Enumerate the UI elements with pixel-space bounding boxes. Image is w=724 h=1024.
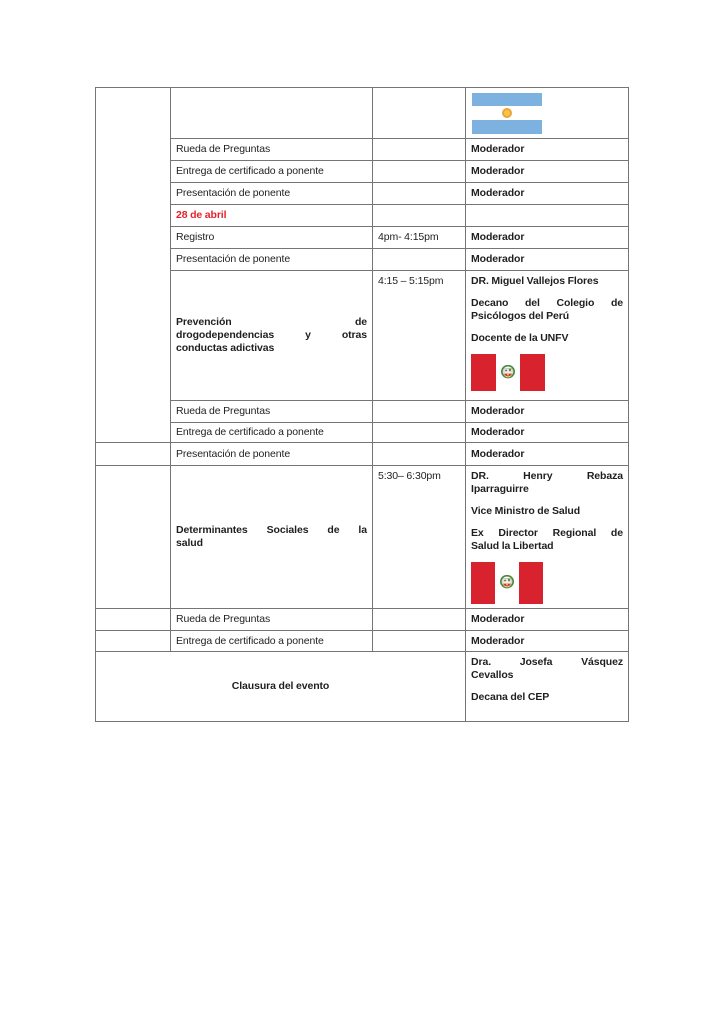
activity-cell: Presentación de ponente [171,183,373,205]
margin-cell [96,443,171,466]
time-cell [373,443,466,466]
speaker-title: Docente de la UNFV [471,332,569,344]
speaker-name: DR. Henry Rebaza Iparraguirre [471,470,623,495]
sun-of-may-icon [502,108,512,118]
activity-cell: Presentación de ponente [171,443,373,466]
table-row [96,249,629,271]
time-cell [373,423,466,443]
flag-stripe [472,93,542,107]
activity-line: Determinantes Sociales de la [176,524,367,536]
table-row [96,443,629,466]
time-cell [373,183,466,205]
table-row [96,401,629,423]
activity-cell: Entrega de certificado a ponente [171,161,373,183]
time-cell [373,161,466,183]
table-row [96,652,629,722]
activity-cell [171,271,373,401]
margin-cell [96,631,171,652]
table-row [96,139,629,161]
table-row [96,631,629,652]
speaker-cell: Moderador [466,401,629,423]
activity-cell: Presentación de ponente [171,249,373,271]
speaker-cell: Moderador [466,227,629,249]
speaker-title: Vice Ministro de Salud [471,505,581,517]
argentina-flag-icon [472,93,542,134]
time-cell [373,88,466,139]
table-row [96,205,629,227]
speaker-cell [466,88,629,139]
flag-stripe [519,562,543,604]
peru-coat-of-arms-icon [500,575,514,591]
speaker-cell: Moderador [466,161,629,183]
flag-stripe [496,354,521,391]
table-row [96,227,629,249]
activity-line: drogodependencias y otras [176,329,367,341]
activity-line: Prevención de [176,316,367,328]
speaker-cell: Moderador [466,139,629,161]
speaker-cell: Moderador [466,631,629,652]
speaker-cell [466,205,629,227]
time-cell [373,401,466,423]
speaker-cell: Moderador [466,183,629,205]
speaker-title: Decano del Colegio de Psicólogos del Perú [471,297,623,322]
flag-stripe [520,354,545,391]
speaker-cell: Moderador [466,423,629,443]
table-row [96,466,629,609]
activity-cell: Rueda de Preguntas [171,609,373,631]
margin-cell [96,609,171,631]
flag-stripe [495,562,519,604]
time-cell: 5:30– 6:30pm [373,466,466,609]
activity-cell: Entrega de certificado a ponente [171,423,373,443]
speaker-cell: Moderador [466,249,629,271]
margin-cell [96,466,171,609]
speaker-name: DR. Miguel Vallejos Flores [471,275,599,287]
speaker-cell [466,271,629,401]
activity-line: salud [176,537,203,549]
table-row [96,183,629,205]
closing-title-cell: Clausura del evento [96,652,466,722]
activity-cell: Rueda de Preguntas [171,401,373,423]
flag-stripe [472,120,542,134]
speaker-cell [466,652,629,722]
table-row [96,161,629,183]
table-row [96,423,629,443]
speaker-title: Ex Director Regional de Salud la Libertad [471,527,623,552]
activity-line: conductas adictivas [176,342,275,354]
activity-cell [171,88,373,139]
flag-stripe [471,354,496,391]
speaker-cell: Moderador [466,609,629,631]
activity-cell: Entrega de certificado a ponente [171,631,373,652]
activity-cell: Rueda de Preguntas [171,139,373,161]
time-cell: 4:15 – 5:15pm [373,271,466,401]
date-cell: 28 de abril [171,205,373,227]
speaker-cell [466,466,629,609]
activity-cell [171,466,373,609]
time-cell [373,205,466,227]
speaker-title: Decana del CEP [471,691,550,703]
event-schedule-table [95,87,629,722]
flag-stripe [472,106,542,120]
time-cell [373,249,466,271]
peru-coat-of-arms-icon [501,365,515,381]
time-cell [373,631,466,652]
time-cell: 4pm- 4:15pm [373,227,466,249]
table-row [96,271,629,401]
speaker-cell: Moderador [466,443,629,466]
table-row [96,88,629,139]
time-cell [373,139,466,161]
time-cell [373,609,466,631]
flag-stripe [471,562,495,604]
table-row [96,609,629,631]
speaker-name: Dra. Josefa Vásquez Cevallos [471,656,623,681]
peru-flag-icon [471,354,545,391]
activity-cell: Registro [171,227,373,249]
margin-cell [96,88,171,443]
peru-flag-icon [471,562,543,604]
